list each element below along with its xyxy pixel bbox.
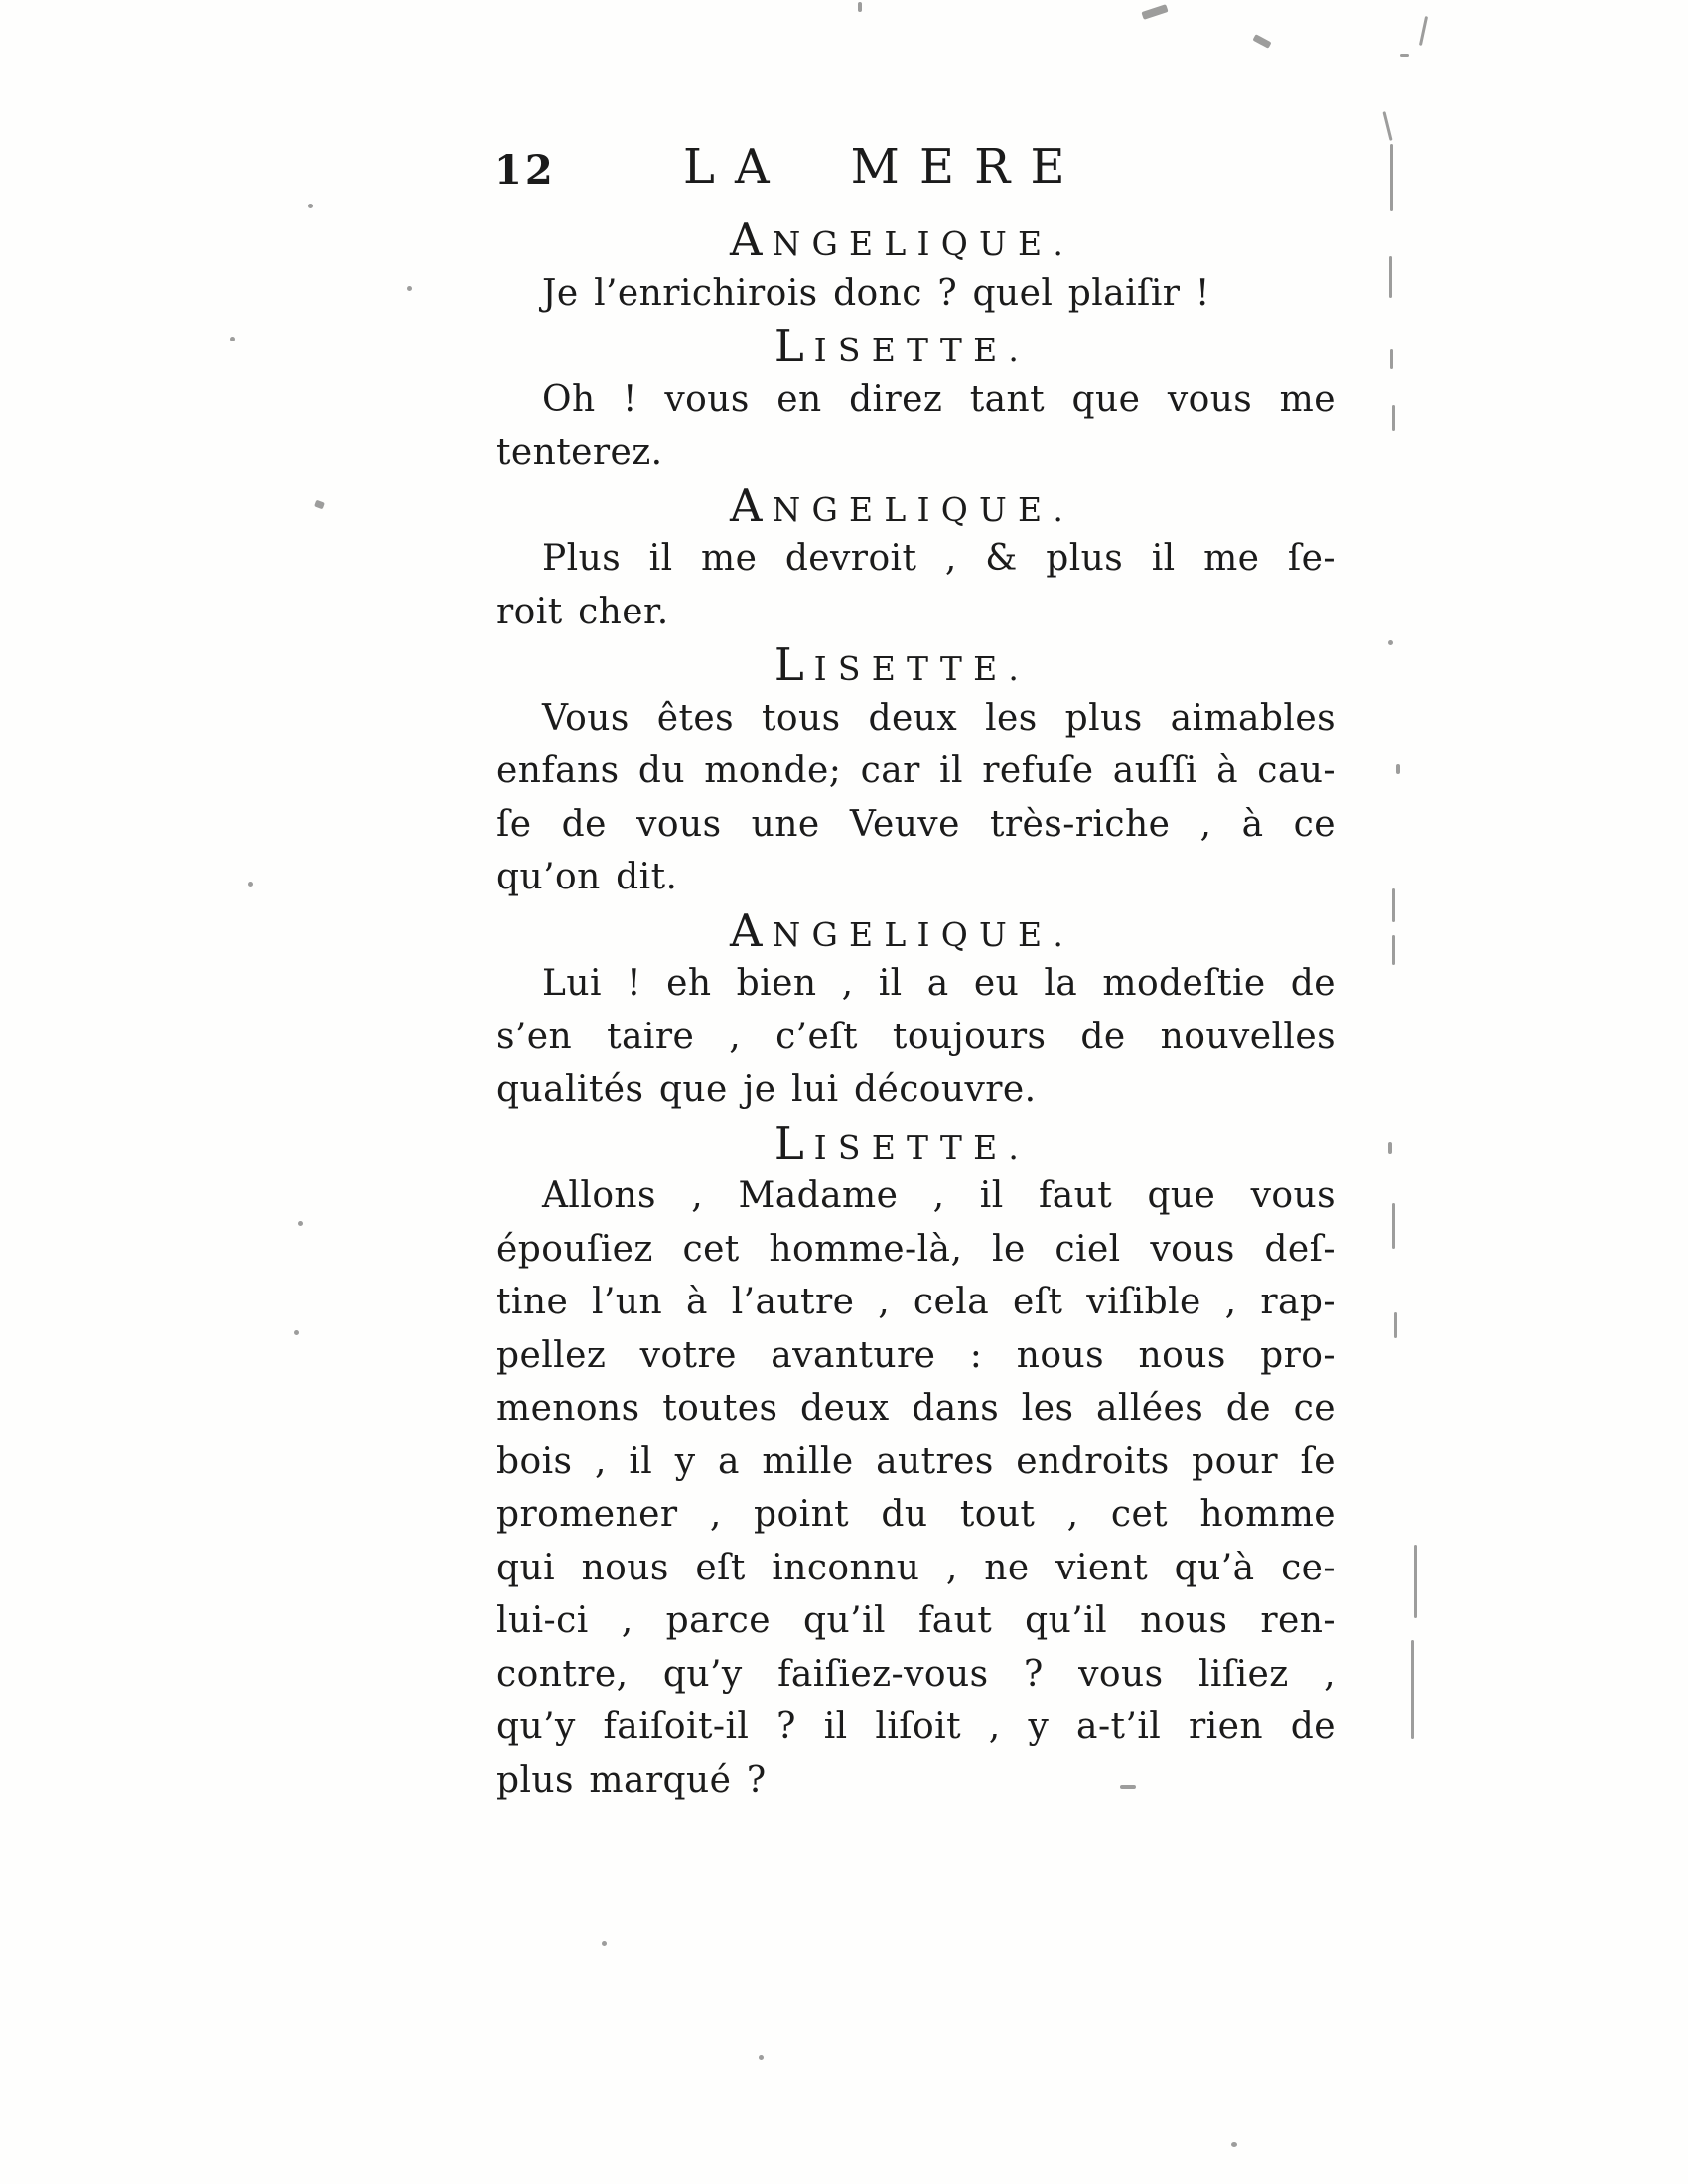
dialogue-line: lui-ci , parce qu’il faut qu’il nous ren-: [496, 1600, 1336, 1641]
dialogue-line: qualités que je lui découvre.: [496, 1069, 1037, 1110]
scan-artifact: [1390, 144, 1393, 211]
scan-artifact: [294, 1330, 299, 1335]
scan-artifact: [1388, 1142, 1392, 1154]
scan-artifact: [1392, 405, 1395, 431]
scan-artifact: [1394, 1312, 1397, 1338]
scan-artifact: [1392, 1203, 1395, 1249]
scan-artifact: [1411, 1640, 1414, 1739]
running-title: LA MERE: [683, 139, 1085, 195]
scan-artifact: [314, 500, 325, 510]
scan-artifact: [858, 2, 862, 12]
scan-artifact: [1231, 2142, 1237, 2147]
speaker-heading: ANGELIQUE.: [729, 903, 1075, 957]
speaker-heading: LISETTE.: [774, 1116, 1031, 1169]
scan-artifact: [1392, 888, 1395, 922]
scan-artifact: [1141, 4, 1168, 20]
dialogue-line: menons toutes deux dans les allées de ce: [496, 1388, 1336, 1429]
dialogue-line: Je l’enrichirois donc ? quel plaiſir !: [542, 272, 1210, 314]
dialogue-line: Oh ! vous en direz tant que vous me: [542, 378, 1336, 420]
dialogue-line: qui nous eſt inconnu , ne vient qu’à ce-: [496, 1547, 1336, 1588]
scan-artifact: [1252, 34, 1271, 49]
scan-artifact: [1419, 16, 1428, 46]
dialogue-line: épouſiez cet homme-là, le ciel vous deſ-: [496, 1228, 1336, 1270]
speaker-heading: ANGELIQUE.: [729, 478, 1075, 532]
scan-artifact: [298, 1221, 303, 1226]
dialogue-line: Lui ! eh bien , il a eu la modeſtie de: [542, 963, 1336, 1004]
speaker-heading: LISETTE.: [774, 320, 1031, 372]
scan-artifact: [1388, 640, 1393, 645]
dialogue-line: promener , point du tout , cet homme: [496, 1494, 1336, 1535]
dialogue-line: tenterez.: [496, 432, 663, 473]
page-number: 12: [494, 147, 556, 194]
scan-artifact: [407, 286, 412, 291]
dialogue-line: plus marqué ?: [496, 1759, 767, 1801]
dialogue-line: ſe de vous une Veuve très-riche , à ce: [496, 803, 1336, 845]
scan-artifact: [602, 1941, 607, 1946]
scan-artifact: [1120, 1785, 1136, 1789]
dialogue-line: Plus il me devroit , & plus il me ſe-: [542, 538, 1336, 579]
scan-artifact: [248, 882, 253, 887]
dialogue-text-block: [496, 213, 1336, 1807]
dialogue-line: Allons , Madame , il faut que vous: [542, 1175, 1336, 1216]
scan-artifact: [1390, 349, 1393, 369]
scan-artifact: [230, 337, 235, 341]
speaker-heading: LISETTE.: [774, 638, 1031, 691]
dialogue-line: bois , il y a mille autres endroits pour ſe: [496, 1440, 1336, 1482]
scan-artifact: [1400, 54, 1409, 57]
dialogue-line: roit cher.: [496, 591, 669, 632]
scan-artifact: [1414, 1545, 1417, 1618]
dialogue-line: enfans du monde; car il refuſe auſſi à cau-: [496, 751, 1336, 791]
speaker-heading: ANGELIQUE.: [729, 213, 1075, 266]
scan-artifact: [759, 2055, 764, 2060]
dialogue-line: qu’on dit.: [496, 857, 678, 897]
dialogue-line: contre, qu’y faiſiez-vous ? vous liſiez ,: [496, 1653, 1336, 1695]
dialogue-line: s’en taire , c’eſt toujours de nouvelles: [496, 1016, 1336, 1057]
dialogue-line: Vous êtes tous deux les plus aimables: [542, 697, 1336, 739]
dialogue-line: tine l’un à l’autre , cela eſt viſible , rap-: [496, 1282, 1336, 1322]
dialogue-line: qu’y faiſoit-il ? il liſoit , y a-t’il rien de: [496, 1706, 1336, 1747]
scan-artifact: [1392, 935, 1395, 965]
scan-artifact: [1389, 256, 1392, 298]
scan-artifact: [1396, 764, 1400, 774]
scan-artifact: [1382, 111, 1392, 141]
scan-artifact: [308, 204, 313, 208]
dialogue-line: pellez votre avanture : nous nous pro-: [496, 1334, 1336, 1376]
